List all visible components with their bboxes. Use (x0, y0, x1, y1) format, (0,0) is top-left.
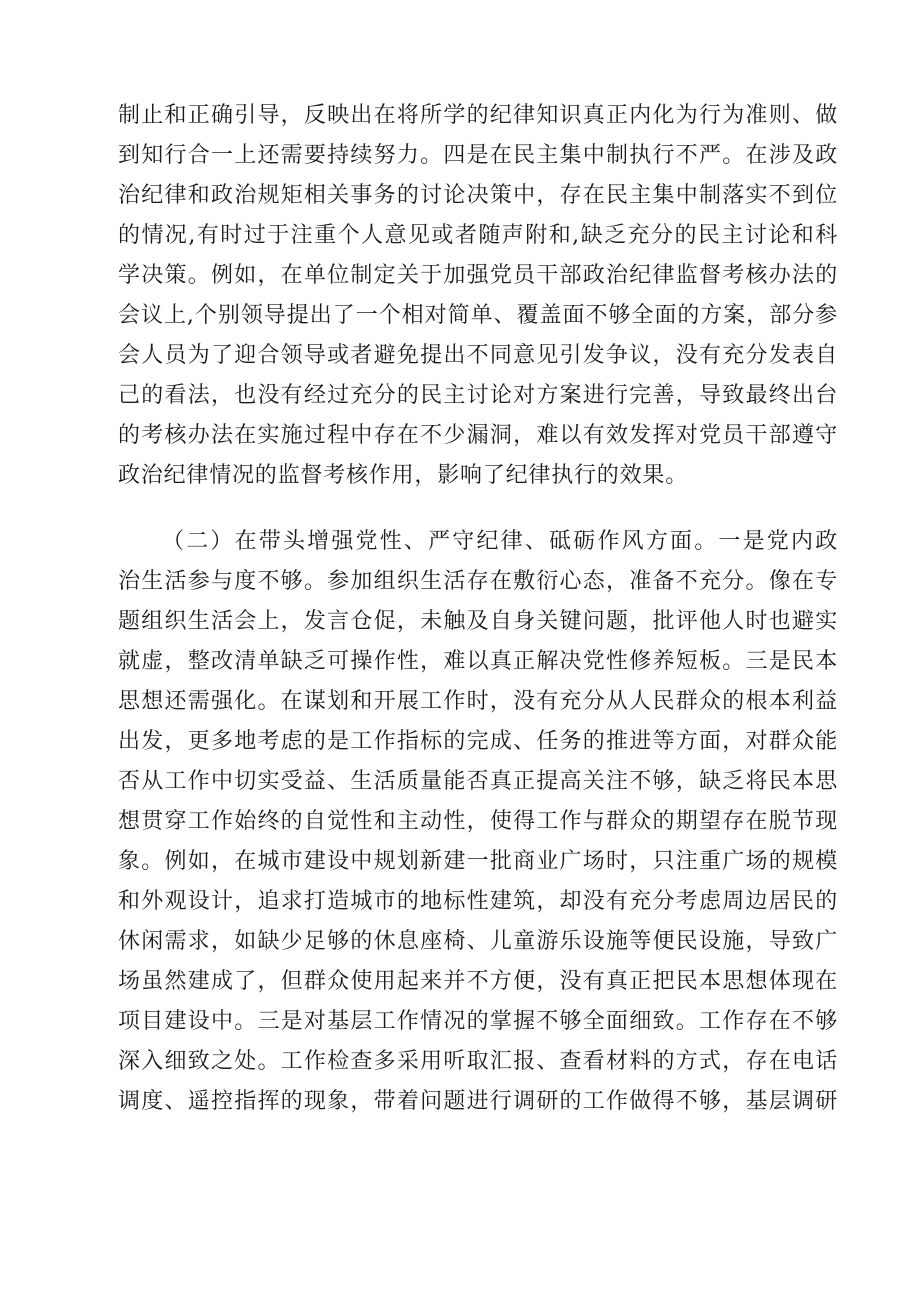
text-line: 象。例如，在城市建设中规划新建一批商业广场时，只注重广场的规模 (118, 849, 838, 874)
paragraph-2 (118, 522, 838, 1122)
text-line: 题组织生活会上，发言仓促，未触及自身关键问题，批评他人时也避实 (118, 609, 838, 634)
text-line: 己的看法，也没有经过充分的民主讨论对方案进行完善，导致最终出台 (118, 383, 838, 408)
text-line: 出发，更多地考虑的是工作指标的完成、任务的推进等方面，对群众能 (118, 729, 838, 754)
text-line: 休闲需求，如缺少足够的休息座椅、儿童游乐设施等便民设施，导致广 (118, 929, 838, 954)
text-line: 项目建设中。三是对基层工作情况的掌握不够全面细致。工作存在不够 (118, 1009, 838, 1034)
text-line: 否从工作中切实受益、生活质量能否真正提高关注不够，缺乏将民本思 (118, 769, 838, 794)
text-line: 的情况,有时过于注重个人意见或者随声附和,缺乏充分的民主讨论和科 (118, 223, 838, 248)
text-line: 治生活参与度不够。参加组织生活存在敷衍心态，准备不充分。像在专 (118, 569, 838, 594)
text-line: 会人员为了迎合领导或者避免提出不同意见引发争议，没有充分发表自 (118, 343, 838, 368)
text-line: 就虚，整改清单缺乏可操作性，难以真正解决党性修养短板。三是民本 (118, 649, 838, 674)
text-line: 制止和正确引导，反映出在将所学的纪律知识真正内化为行为准则、做 (118, 103, 838, 128)
text-line: 政治纪律情况的监督考核作用，影响了纪律执行的效果。 (118, 463, 689, 488)
text-line: 到知行合一上还需要持续努力。四是在民主集中制执行不严。在涉及政 (118, 143, 838, 168)
paragraph-1 (118, 96, 838, 496)
text-line: 想贯穿工作始终的自觉性和主动性，使得工作与群众的期望存在脱节现 (118, 809, 838, 834)
document-body (118, 96, 838, 1122)
paragraph-spacer (118, 496, 838, 522)
text-line: 和外观设计，追求打造城市的地标性建筑，却没有充分考虑周边居民的 (118, 889, 838, 914)
text-line: 学决策。例如，在单位制定关于加强党员干部政治纪律监督考核办法的 (118, 263, 838, 288)
text-line: 治纪律和政治规矩相关事务的讨论决策中，存在民主集中制落实不到位 (118, 183, 838, 208)
text-line: （二）在带头增强党性、严守纪律、砥砺作风方面。一是党内政 (162, 529, 838, 554)
text-line: 的考核办法在实施过程中存在不少漏洞，难以有效发挥对党员干部遵守 (118, 423, 838, 448)
text-line: 会议上,个别领导提出了一个相对简单、覆盖面不够全面的方案，部分参 (118, 303, 838, 328)
text-line: 思想还需强化。在谋划和开展工作时，没有充分从人民群众的根本利益 (118, 689, 838, 714)
text-line: 调度、遥控指挥的现象，带着问题进行调研的工作做得不够，基层调研 (118, 1089, 838, 1114)
text-line: 深入细致之处。工作检查多采用听取汇报、查看材料的方式，存在电话 (118, 1049, 838, 1074)
text-line: 场虽然建成了，但群众使用起来并不方便，没有真正把民本思想体现在 (118, 969, 838, 994)
